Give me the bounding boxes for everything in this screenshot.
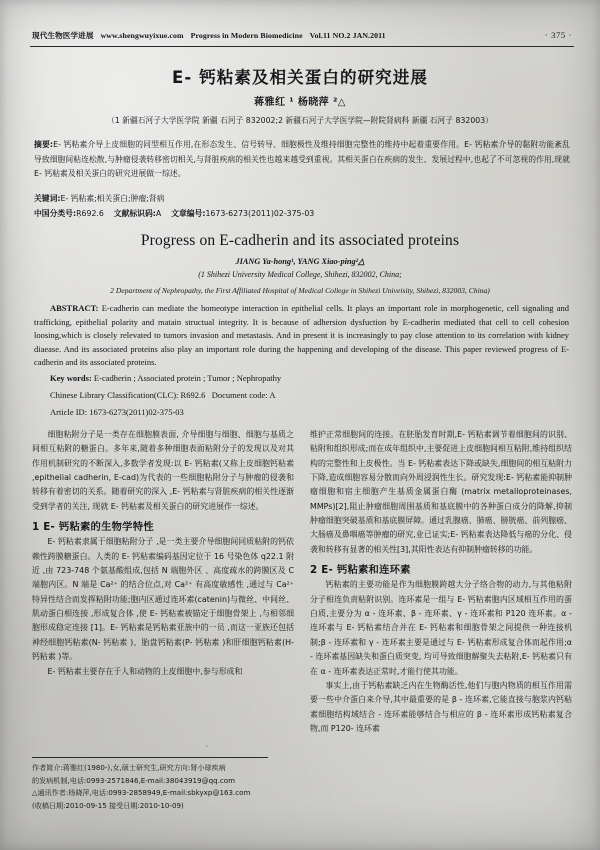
article-id-en — [50, 405, 569, 419]
keywords-cn-text: E- 钙粘素;相关蛋白;肿瘤;肾病 — [60, 194, 165, 203]
header-rule — [30, 46, 574, 47]
affiliation-en-line1: (1 Shihezi University Medical College, Shihezi, 832002, China; — [198, 270, 402, 279]
affiliation-en-line2: 2 Department of Nephropathy, the First Affiliated Hospital of Medical College in Shihezi Univeisity, Shihezi, 832003, China) — [110, 286, 490, 295]
section-heading-2: 2 E- 钙粘素和连环素 — [310, 564, 411, 577]
submission-dates: (收稿日期:2010-09-15 接受日期:2010-10-09) — [32, 800, 184, 810]
section1-paragraph-2: E- 钙粘素主要存在于人和动物的上皮细胞中,参与形成和 — [47, 666, 243, 676]
author-bio-line2: 的发病机制,电话:0993-2571846,E-mail:38043919@qq.com — [32, 775, 236, 785]
clc-cn-value: R692.6 — [76, 209, 104, 218]
abstract-en — [34, 302, 569, 370]
abstract-cn — [34, 138, 570, 182]
classification-cn — [34, 207, 570, 222]
clc-en-value: R692.6 — [180, 390, 206, 400]
doccode-cn-value: A — [155, 209, 162, 218]
section2-paragraph-1: 钙粘素的主要功能是作为细胞膜跨越大分子络合物的动力,与其他粘附分子相连负责粘附识别。连环素是一组与 E- 钙粘素胞内区域相互作用的蛋白质,主要分为 α - 连环素、β - 连环素、γ - 连环素和 P120 连环素。α - 连环素与 E- 钙粘素结合并在 E- 钙粘素和细胞骨架之间提供一种连接机制;β - 连环素和 γ - 连环素主要是通过与 E- 钙粘素形成复合体而起作用;α - 连环素基因缺失和蛋白质突变, 均可导致细胞解聚失去粘附,E- 钙粘素只有在 α - 连环素表达正常时,才能行使其功能。 — [310, 580, 572, 676]
running-header — [32, 30, 572, 46]
body-column-right — [310, 428, 572, 758]
volume-issue: Vol.11 NO.2 JAN.2011 — [309, 31, 386, 40]
corresponding-author: △通讯作者:杨晓萍,电话:0993-2858949,E-mail:sbkyxp@163.com — [32, 788, 251, 798]
doccode-en-value: A — [269, 390, 276, 400]
journal-name-cn: 现代生物医学进展 — [32, 31, 94, 40]
articleid-en-label: Article ID: — [50, 407, 88, 417]
author-bio-line1: 作者简介:蒋雅红(1980-),女,硕士研究生,研究方向:肾小球疾病 — [32, 763, 226, 772]
authors-en: JIANG Ya-hong¹, YANG Xiao-ping²△ — [235, 257, 365, 266]
journal-website: www.shengwuyixue.com — [100, 31, 184, 40]
clc-cn-label: 中国分类号: — [34, 209, 77, 218]
keywords-en-text: E-cadherin ; Associated protein ; Tumor ; Nephropathy — [93, 373, 282, 383]
footnotes — [32, 762, 288, 812]
keywords-cn-label: 关键词: — [34, 194, 61, 203]
abstract-cn-text: E- 钙粘素介导上皮细胞的同型相互作用,在形态发生、信号转导、细胞极性及维持细胞完整性的维持中起着重要作用。E- 钙粘素介导的黏附功能紊乱导致细胞间粘连松散,与肿瘤侵袭转移密切相关,与肾脏疾病的相关性也越来越受到重视。其相关蛋白在疾病的发生、发展过程中,也起了不可忽视的作用,现就 E- 钙粘素及相关蛋白的研究进展做一综述。 — [34, 140, 570, 179]
running-header-left — [32, 30, 386, 41]
body-column-left — [32, 428, 294, 758]
articleid-en-value: 1673-6273(2011)02-375-03 — [89, 407, 184, 417]
page-number: · 375 · — [544, 30, 572, 40]
intro-paragraph: 细胞粘附分子是一类存在细胞膜表面, 介导细胞与细胞、细胞与基质之间相互粘附的糖蛋白。多年来,随着多种细胞表面粘附分子的发现以及对其作用机制研究的不断深入,多数学者发现:以 E- 钙粘素(又称上皮细胞钙粘素 ,epithelial cadherin, E-cad)为代表的一些细胞粘附分子与肿瘤的侵袭和转移有着密切的关系。随着研究的深入 ,E- 钙粘素与肾脏疾病的相关性逐渐受到学者的关注, 现就 E- 钙粘素及相关蛋白的研究进展作一综述。 — [32, 430, 294, 511]
keywords-en-label: Key words: — [50, 373, 92, 383]
abstract-cn-label: 摘要: — [34, 140, 54, 149]
abstract-en-text: E-cadherin can mediate the homeotype interaction in epithelial cells. It plays an important role in morphogenetic, cell signaling and trafficking, epithelial polarity and matain structual integrity. It is because of adhersion dysfuction by E-cadherin mediated that cell to cell cohesion loosing,which is closely relevated to tumors invasion and metastasis. And in present it is increasingly to pay close attention to its correlation with kidney diaease. And its associated proteins also play an important role during the happening and developing of the disease. This paper reviewed progress of E-cadherin and its associated proteins. — [34, 303, 569, 368]
articleid-cn-label: 文章编号: — [171, 209, 206, 218]
section-heading-1: 1 E- 钙粘素的生物学特性 — [32, 521, 154, 534]
journal-name-en: Progress in Modern Biomedicine — [190, 31, 303, 40]
continued-paragraph: 维护正常细胞间的连接。在胚胎发育时期,E- 钙粘素调节着细胞间的识别、粘附和组织形成;而在成年组织中,主要促进上皮细胞间相互粘附,维持组织结构的完整性和上皮极性。当 E- 钙粘素表达下降或缺失,细胞间的相互粘附力下降,造成细胞容易分散而向外周浸润性生长。研究发现:E- 钙粘素能抑制肿瘤细胞和宿主细胞产生基质金属蛋白酶 (matrix metalloproteinases, MMPs)[2],阻止肿瘤细胞周围基质和基底膜中的各种蛋白成分的降解,抑制肿瘤细胞突破基质和基底膜屏障。通过乳腺癌、肺癌、膀胱癌、前列腺癌、大肠癌及鼻咽癌等肿瘤的研究,业已证实;E- 钙粘素表达降低与癌的分化、侵袭和转移有显著的相关性[3],其阳性表达有抑制肿瘤转移的功能。 — [310, 430, 572, 554]
clc-en-label: Chinese Library Classification(CLC): — [50, 390, 179, 400]
section2-paragraph-2: 事实上,由于钙粘素缺乏内在生物酶活性,他们与胞内物质的相互作用需要一些中介蛋白来介导,其中最重要的是 β - 连环素,它能直接与胞浆内钙粘素细胞结构域结合 - 连环素能够结合与相应的 β - 连环素形成钙粘素复合物,而 P120- 连环素 — [310, 680, 572, 733]
footnote-rule — [32, 757, 268, 758]
page-title: E- 钙粘素及相关蛋白的研究进展 — [172, 68, 428, 87]
abstract-en-label: ABSTRACT: — [50, 303, 99, 313]
keywords-cn — [34, 192, 570, 207]
articleid-cn-value: 1673-6273(2011)02-375-03 — [205, 209, 315, 218]
section1-paragraph-1: E- 钙粘素隶属于细胞粘附分子 ,是一类主要介导细胞间同质粘附的钙依赖性跨膜糖蛋白。人类的 E- 钙粘素编码基因定位于 16 号染色体 q22.1 附近 ,由 723-748 个氨基酸组成,包括 N 端胞外区 、高度疏水的跨膜区及 C 端胞内区。N 端是 Ca²⁺ 的结合位点,对 Ca²⁺ 有高度敏感性 ,通过与 Ca²⁺ 特异性结合而发挥粘附功能;胞内区通过连环素(catenin)与微丝、中间丝、肌动蛋白相连接 ,形成复合体 ,使 E- 钙粘素被锚定于细胞骨架上 ,与相邻细胞形成稳定连接 [1]。E- 钙粘素是钙粘素亚族中的一员 ,而这一亚族还包括神经细胞钙粘素(N- 钙粘素 )、胎盘钙粘素(P- 钙粘素 )和肝细胞钙粘素(H- 钙粘素 )等。 — [32, 537, 294, 662]
doccode-cn-label: 文献标识码: — [113, 209, 156, 218]
affiliation-cn: （1 新疆石河子大学医学院 新疆 石河子 832002;2 新疆石河子大学医学院—附院肾病科 新疆 石河子 832003） — [107, 116, 493, 125]
page-title-en: Progress on E-cadherin and its associated proteins — [140, 232, 460, 249]
keywords-en — [50, 371, 569, 385]
doccode-en-label: Document code: — [211, 390, 268, 400]
authors-cn: 蒋雅红 ¹ 杨晓萍 ²△ — [254, 97, 346, 108]
classification-en — [50, 388, 569, 402]
body-columns — [32, 428, 572, 758]
